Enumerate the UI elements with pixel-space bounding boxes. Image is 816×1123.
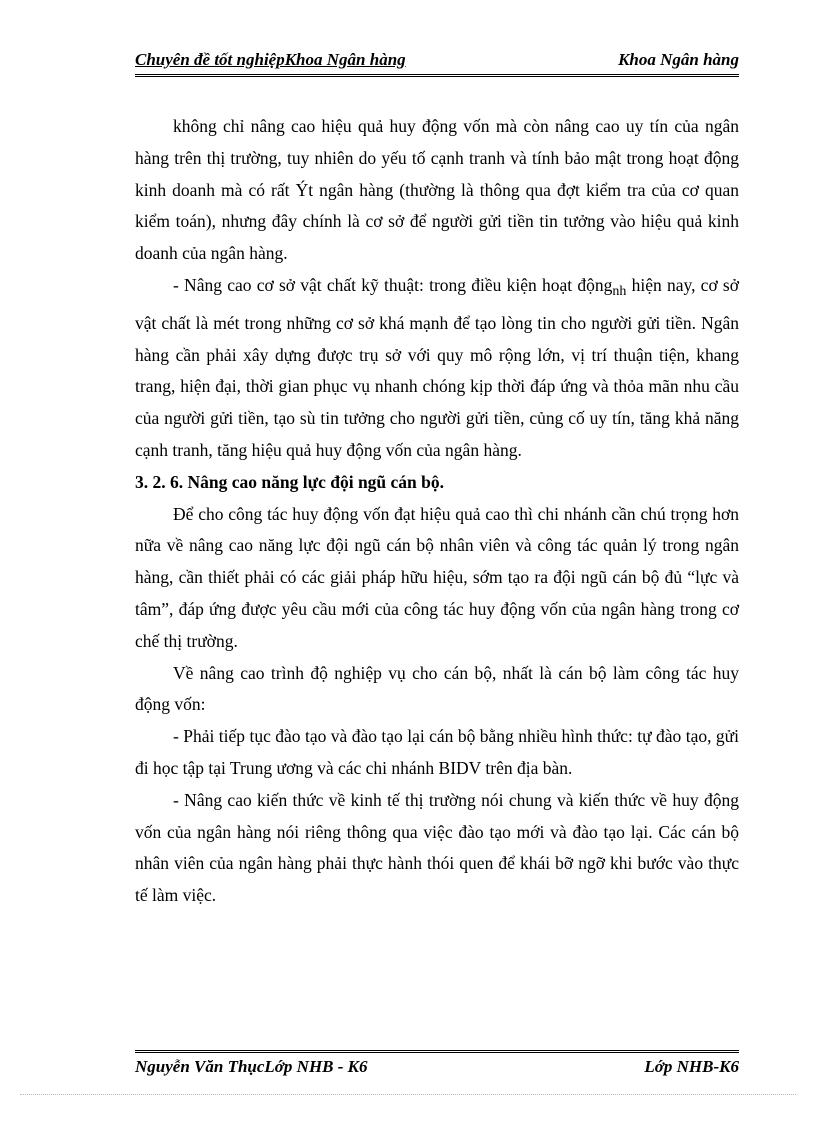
paragraph: Để cho công tác huy động vốn đạt hiệu quả cao thì chi nhánh cần chú trọng hơn nữa về nâng cao năng lực đội ngũ cán bộ nhân viên và công tác quản lý trong ngân hàng, cần thiết phải có các giải pháp hữu hiệu, sớm tạo ra đội ngũ cán bộ đủ “lực và tâm”, đáp ứng được yêu cầu mới của công tác huy động vốn của ngân hàng trong cơ chế thị trường. <box>135 503 739 651</box>
subscript-text: nh <box>612 283 627 299</box>
paragraph: không chỉ nâng cao hiệu quả huy động vốn mà còn nâng cao uy tín của ngân hàng trên thị trường, tuy nhiên do yếu tố cạnh tranh và tính bảo mật trong hoạt động kinh doanh mà có rất Ýt ngân hàng (thường là thông qua đợt kiểm tra của cơ quan kiểm toán), nhưng đây chính là cơ sở để người gửi tiền tin tưởng vào hiệu quả kinh doanh của ngân hàng. <box>135 116 739 264</box>
footer-right: Lớp NHB-K6 <box>644 1057 739 1076</box>
paragraph: - Nâng cao kiến thức về kinh tế thị trường nói chung và kiến thức về huy động vốn của ngân hàng nói riêng thông qua việc đào tạo mới và đào tạo lại. Các cán bộ nhân viên của ngân hàng phải thực hành thói quen để khái bỡ ngỡ khi bước vào thực tế làm việc. <box>135 789 739 906</box>
paragraph-text: - Nâng cao cơ sở vật chất kỹ thuật: trong điều kiện hoạt động <box>173 274 613 295</box>
page-edge-divider <box>20 1094 796 1095</box>
footer-left: Nguyễn Văn ThụcLớp NHB - K6 <box>135 1057 368 1076</box>
paragraph <box>135 270 739 467</box>
page-footer <box>135 1050 739 1081</box>
page-header <box>135 48 739 77</box>
document-body <box>135 111 739 912</box>
paragraph: - Phải tiếp tục đào tạo và đào tạo lại cán bộ bằng nhiều hình thức: tự đào tạo, gửi đi học tập tại Trung ương và các chi nhánh BIDV trên địa bàn. <box>135 726 739 778</box>
header-right: Khoa Ngân hàng <box>618 50 739 69</box>
paragraph-text: hiện nay, cơ sở vật chất là mét trong những cơ sở khá mạnh để tạo lòng tin cho người gửi tiền. Ngân hàng cần phải xây dựng được trụ sở với quy mô rộng lớn, vị trí thuận tiện, khang trang, hiện đại, thời gian phục vụ nhanh chóng kịp thời đáp ứng và thỏa mãn nhu cầu của người gửi tiền, tạo sù tin tưởng cho người gửi tiền, củng cố uy tín, tăng khả năng cạnh tranh, tăng hiệu quả huy động vốn của ngân hàng. <box>135 274 739 460</box>
section-heading: 3. 2. 6. Nâng cao năng lực đội ngũ cán bộ. <box>135 471 445 492</box>
paragraph: Về nâng cao trình độ nghiệp vụ cho cán bộ, nhất là cán bộ làm công tác huy động vốn: <box>135 662 739 715</box>
header-left: Chuyên đề tốt nghiệpKhoa Ngân hàng <box>135 50 406 69</box>
